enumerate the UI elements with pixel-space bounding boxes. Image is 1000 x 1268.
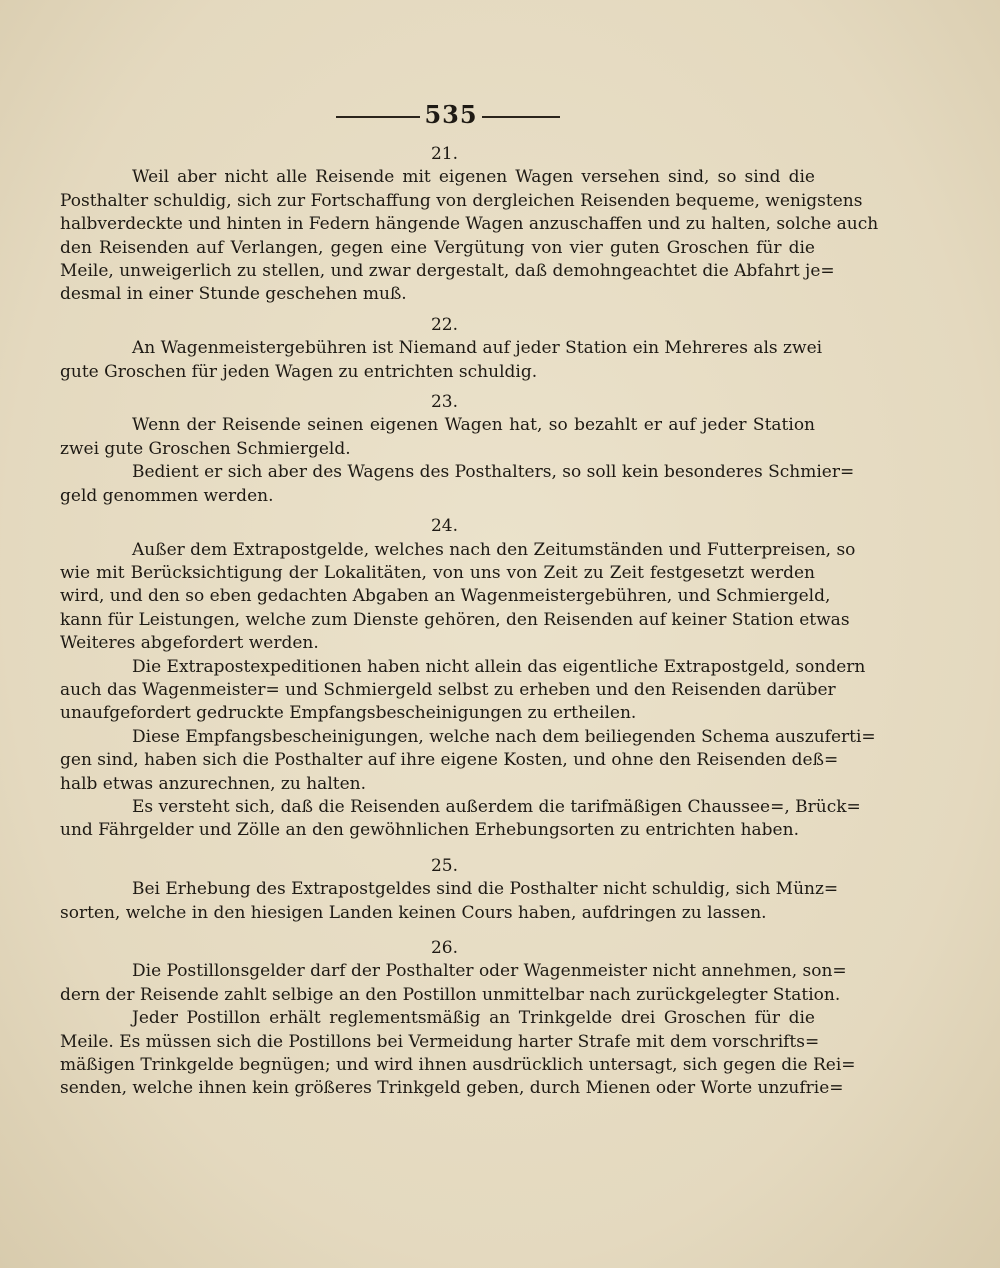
header-rule-left [336,116,420,118]
text-line: Meile, unweigerlich zu stellen, und zwar dergestalt, daß demohngeachtet die Abfahrt je= [60,261,835,282]
text-line: halb etwas anzurechnen, zu halten. [60,773,366,794]
section-gap [60,307,815,314]
section-number: 21. [430,144,459,164]
text-line: Bedient er sich aber des Wagens des Posthalters, so soll kein besonderes Schmier= [132,462,855,483]
text-line: dern der Reisende zahlt selbige an den Postillon unmittelbar nach zurückgelegter Station. [60,984,841,1005]
text-line: Meile. Es müssen sich die Postillons bei Vermeidung harter Strafe mit dem vorschrifts= [60,1031,820,1052]
text-line: Posthalter schuldig, sich zur Fortschaffung von dergleichen Reisenden bequeme, wenigstens [60,190,863,211]
paragraph [60,1007,856,1101]
text-line: An Wagenmeistergebühren ist Niemand auf jeder Station ein Mehreres als zwei [132,338,823,359]
section-number: 26. [430,938,459,958]
text-line: zwei gute Groschen Schmiergeld. [60,438,351,459]
text-line: auch das Wagenmeister= und Schmiergeld selbst zu erheben und den Reisenden darüber [60,679,836,700]
text-line: wie mit Berücksichtigung der Lokalitäten, von uns von Zeit zu Zeit festgesetzt werden [60,562,815,583]
paragraph [60,878,839,925]
paragraph [60,337,823,384]
paragraph [60,656,866,726]
text-line: desmal in einer Stunde geschehen muß. [60,284,407,305]
paragraph [60,166,879,306]
section-number: 23. [430,392,459,413]
section-gap [60,508,815,515]
text-line: Jeder Postillon erhält reglementsmäßig an Trinkgelde drei Groschen für die [132,1008,815,1029]
section-number: 24. [430,516,459,537]
paragraph [60,960,847,1007]
text-line: gute Groschen für jeden Wagen zu entrichten schuldig. [60,361,538,382]
section-number: 22. [430,314,459,335]
page-header [0,100,1000,130]
section-gap [60,384,815,391]
text-line: Es versteht sich, daß die Reisenden außerdem die tarifmäßigen Chaussee=, Brück= [132,796,861,817]
text-line: geld genommen werden. [60,485,274,506]
section-gap [60,843,815,855]
paragraph [60,726,876,796]
text-line: Die Extrapostexpeditionen haben nicht allein das eigentliche Extrapostgeld, sondern [132,656,866,677]
text-line: halbverdeckte und hinten in Federn hängende Wagen anzuschaffen und zu halten, solche auch [60,214,879,235]
text-line: Diese Empfangsbescheinigungen, welche nach dem beiliegenden Schema auszuferti= [132,726,876,747]
paragraph [60,796,861,843]
text-line: Wenn der Reisende seinen eigenen Wagen hat, so bezahlt er auf jeder Station [132,415,815,436]
text-line: Bei Erhebung des Extrapostgeldes sind die Posthalter nicht schuldig, sich Münz= [132,879,839,900]
paragraph [60,539,856,656]
paragraph [60,414,815,461]
text-line: senden, welche ihnen kein größeres Trinkgeld geben, durch Mienen oder Worte unzufrie= [60,1078,844,1099]
text-line: den Reisenden auf Verlangen, gegen eine Vergütung von vier guten Groschen für die [60,237,815,258]
section [60,337,823,384]
text-line: gen sind, haben sich die Posthalter auf ihre eigene Kosten, und ohne den Reisenden deß= [60,750,839,771]
text-line: mäßigen Trinkgelde begnügen; und wird ihnen ausdrücklich untersagt, sich gegen die Rei= [60,1055,856,1076]
section [60,539,876,843]
paragraph [60,461,855,508]
text-line: wird, und den so eben gedachten Abgaben an Wagenmeistergebühren, und Schmiergeld, [60,586,831,607]
document-body [60,143,879,1101]
page-number: 535 [424,100,478,129]
text-line: unaufgefordert gedruckte Empfangsbescheinigungen zu ertheilen. [60,703,637,724]
text-line: Weil aber nicht alle Reisende mit eigenen Wagen versehen sind, so sind die [132,167,815,188]
section [60,414,855,508]
section [60,878,839,925]
section-gap [60,925,815,937]
text-line: Außer dem Extrapostgelde, welches nach den Zeitumständen und Futterpreisen, so [132,539,856,560]
section-number: 25. [430,855,459,876]
section [60,166,879,306]
text-line: Weiteres abgefordert werden. [60,633,319,654]
text-line: sorten, welche in den hiesigen Landen keinen Cours haben, aufdringen zu lassen. [60,902,767,923]
section [60,960,856,1100]
header-rule-right [482,116,560,118]
text-line: Die Postillonsgelder darf der Posthalter oder Wagenmeister nicht annehmen, son= [132,961,847,982]
text-line: kann für Leistungen, welche zum Dienste gehören, den Reisenden auf keiner Station etwas [60,609,850,630]
text-line: und Fährgelder und Zölle an den gewöhnlichen Erhebungsorten zu entrichten haben. [60,820,799,841]
